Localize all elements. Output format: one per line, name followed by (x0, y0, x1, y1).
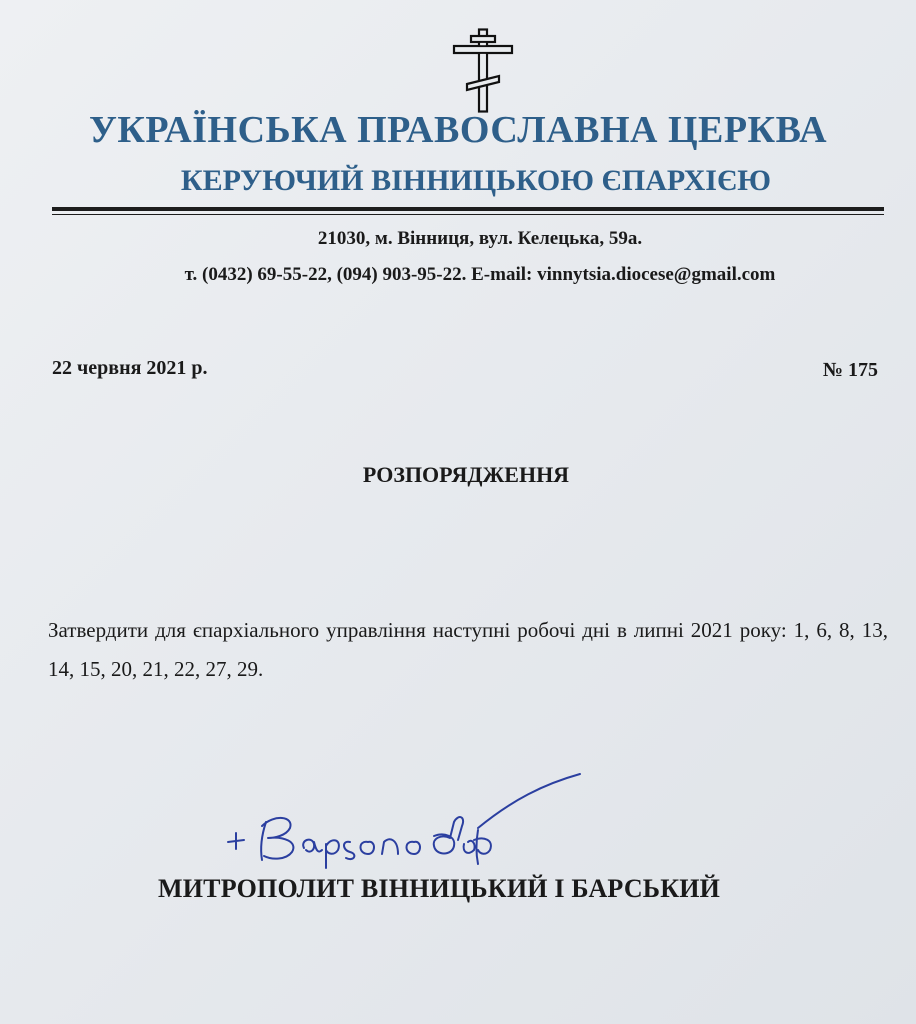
header-rule-thick (52, 207, 884, 211)
contacts-line: т. (0432) 69-55-22, (094) 903-95-22. E-mail: vinnytsia.diocese@gmail.com (184, 264, 776, 285)
document-title: РОЗПОРЯДЖЕННЯ (362, 462, 570, 487)
organization-subtitle: КЕРУЮЧИЙ ВІННИЦЬКОЮ ЄПАРХІЄЮ (180, 164, 772, 197)
document-number: № 175 (822, 359, 878, 381)
header-rule-thin (52, 214, 884, 215)
orthodox-cross-icon (452, 28, 514, 114)
address-line: 21030, м. Вінниця, вул. Келецька, 59а. (317, 228, 643, 249)
document-body: Затвердити для єпархіального управління наступні робочі дні в липні 2021 року: 1, 6, 8, 13, 14, 15, 20, 21, 22, 27, 29. (48, 618, 888, 681)
document-date: 22 червня 2021 р. (52, 357, 208, 379)
signatory-title: МИТРОПОЛИТ ВІННИЦЬКИЙ І БАРСЬКИЙ (158, 874, 721, 903)
organization-name: УКРАЇНСЬКА ПРАВОСЛАВНА ЦЕРКВА (88, 109, 828, 151)
handwritten-signature (222, 770, 592, 870)
